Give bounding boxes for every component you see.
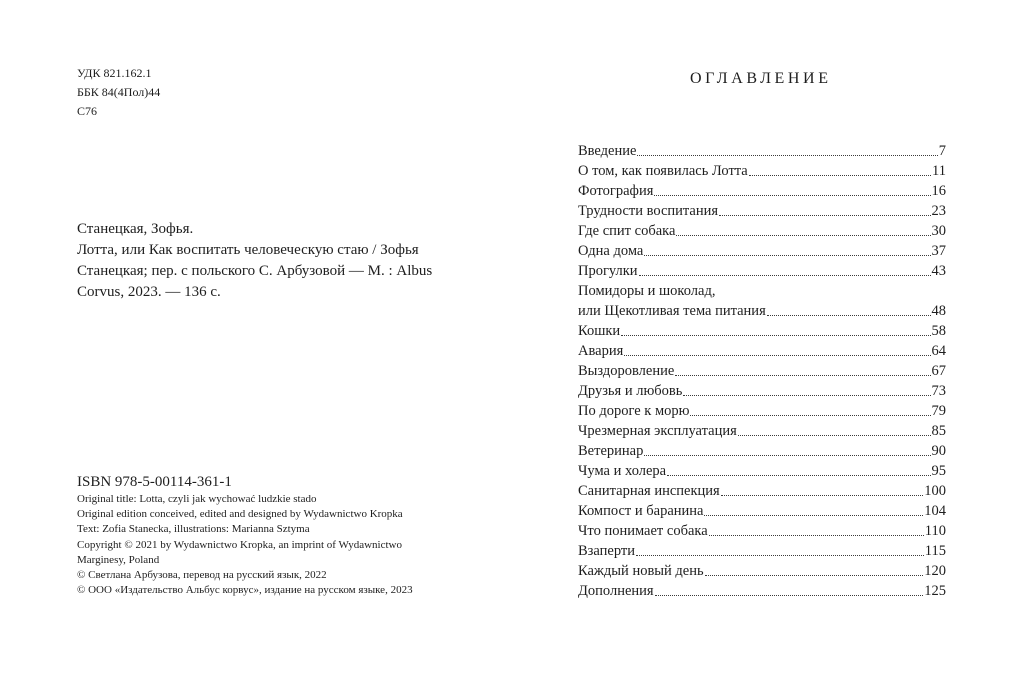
toc-entry-page: 7 xyxy=(938,143,946,159)
biblio-line: Станецкая, Зофья. xyxy=(77,221,194,237)
toc-entry-page: 43 xyxy=(931,263,946,279)
toc-entry xyxy=(578,541,946,561)
credit-line: © ООО «Издательство Альбус корвус», издание на русском языке, 2023 xyxy=(77,584,413,597)
dot-leader xyxy=(639,261,931,276)
dot-leader xyxy=(749,161,931,176)
toc-entry-page: 67 xyxy=(931,363,946,379)
toc-entry xyxy=(578,341,946,361)
toc-entry-page: 120 xyxy=(924,563,946,579)
toc-title: ОГЛАВЛЕНИЕ xyxy=(690,70,832,87)
toc-entry-page: 73 xyxy=(931,383,946,399)
toc-entry-title: Ветеринар xyxy=(578,443,644,459)
credit-line: © Светлана Арбузова, перевод на русский язык, 2022 xyxy=(77,569,327,582)
toc-entry-title: Санитарная инспекция xyxy=(578,483,720,499)
toc-entry-title: Что понимает собака xyxy=(578,523,708,539)
toc-entry xyxy=(578,201,946,221)
toc-entry-page: 30 xyxy=(931,223,946,239)
dot-leader xyxy=(704,501,923,516)
toc-entry-page: 90 xyxy=(931,443,946,459)
dot-leader xyxy=(738,421,931,436)
toc-entry-title: Друзья и любовь xyxy=(578,383,683,399)
toc-entry-title: О том, как появилась Лотта xyxy=(578,163,748,179)
dot-leader xyxy=(624,341,930,356)
toc-entry-page: 37 xyxy=(931,243,946,259)
dot-leader xyxy=(767,301,931,316)
toc-entry-page: 48 xyxy=(931,303,946,319)
toc-entry xyxy=(578,221,946,241)
toc-entry xyxy=(578,581,946,601)
toc-entry-page: 64 xyxy=(931,343,946,359)
table-of-contents xyxy=(578,141,946,601)
toc-entry xyxy=(578,361,946,381)
classification-block xyxy=(77,64,160,121)
biblio-line: Станецкая; пер. с польского С. Арбузовой — М. : Albus xyxy=(77,263,433,279)
udk-code: УДК 821.162.1 xyxy=(77,66,152,80)
toc-entry-page: 110 xyxy=(924,523,946,539)
toc-entry-title: Авария xyxy=(578,343,624,359)
toc-entry-page: 100 xyxy=(924,483,946,499)
copyright-credits xyxy=(77,492,452,598)
toc-entry-title: Каждый новый день xyxy=(578,563,704,579)
toc-entry-page: 104 xyxy=(924,503,946,519)
toc-entry-title-line: Помидоры и шоколад, xyxy=(578,283,716,299)
credit-line: Original title: Lotta, czyli jak wychować ludzkie stado xyxy=(77,493,317,505)
toc-entry-title: Кошки xyxy=(578,323,621,339)
dot-leader xyxy=(621,321,930,336)
isbn: ISBN 978-5-00114-361-1 xyxy=(77,474,232,490)
right-page xyxy=(508,0,1017,700)
dot-leader xyxy=(644,441,930,456)
author-mark: С76 xyxy=(77,104,98,118)
toc-entry-page: 85 xyxy=(931,423,946,439)
credit-line: Copyright © 2021 by Wydawnictwo Kropka, an imprint of Wydawnictwo Marginesy, Poland xyxy=(77,538,402,566)
dot-leader xyxy=(690,401,930,416)
toc-entry-title: Фотография xyxy=(578,183,654,199)
toc-entry xyxy=(578,521,946,541)
toc-entry-title: Одна дома xyxy=(578,243,644,259)
dot-leader xyxy=(676,221,930,236)
dot-leader xyxy=(675,361,930,376)
toc-entry-page: 16 xyxy=(931,183,946,199)
bbk-code: ББК 84(4Пол)44 xyxy=(77,85,161,99)
toc-entry-page: 23 xyxy=(931,203,946,219)
dot-leader xyxy=(721,481,924,496)
dot-leader xyxy=(705,561,924,576)
toc-entry-title: Трудности воспитания xyxy=(578,203,719,219)
toc-entry xyxy=(578,161,946,181)
toc-entry xyxy=(578,441,946,461)
dot-leader xyxy=(644,241,930,256)
toc-entry-page: 125 xyxy=(924,583,946,599)
toc-entry-title: Введение xyxy=(578,143,637,159)
toc-entry xyxy=(578,261,946,281)
toc-entry xyxy=(578,401,946,421)
toc-entry xyxy=(578,181,946,201)
toc-entry-title: Дополнения xyxy=(578,583,654,599)
biblio-line: Лотта, или Как воспитать человеческую стаю / Зофья xyxy=(77,242,419,258)
toc-entry xyxy=(578,561,946,581)
toc-entry xyxy=(578,501,946,521)
bibliographic-record xyxy=(77,219,447,303)
dot-leader xyxy=(636,541,924,556)
toc-entry xyxy=(578,421,946,441)
toc-entry xyxy=(578,241,946,261)
toc-entry-title: По дороге к морю xyxy=(578,403,690,419)
toc-entry xyxy=(578,301,946,321)
toc-entry xyxy=(578,381,946,401)
toc-entry-title: Где спит собака xyxy=(578,223,676,239)
toc-entry-page: 115 xyxy=(924,543,946,559)
dot-leader xyxy=(655,581,924,596)
biblio-line: Corvus, 2023. — 136 с. xyxy=(77,284,221,300)
toc-entry-title: Чрезмерная эксплуатация xyxy=(578,423,737,439)
toc-entry-page: 95 xyxy=(931,463,946,479)
toc-entry-page: 11 xyxy=(932,163,946,179)
dot-leader xyxy=(637,141,937,156)
toc-entry-title: Выздоровление xyxy=(578,363,675,379)
left-page xyxy=(0,0,508,700)
toc-entry-title: или Щекотливая тема питания xyxy=(578,303,766,319)
toc-entry-page: 58 xyxy=(931,323,946,339)
toc-entry xyxy=(578,321,946,341)
toc-entry xyxy=(578,481,946,501)
toc-entry-title: Чума и холера xyxy=(578,463,667,479)
toc-entry xyxy=(578,461,946,481)
credit-line: Original edition conceived, edited and designed by Wydawnictwo Kropka xyxy=(77,508,403,521)
toc-entry-title: Прогулки xyxy=(578,263,638,279)
dot-leader xyxy=(709,521,924,536)
credit-line: Text: Zofia Stanecka, illustrations: Marianna Sztyma xyxy=(77,523,310,536)
dot-leader xyxy=(683,381,930,396)
toc-entry-page: 79 xyxy=(931,403,946,419)
dot-leader xyxy=(667,461,930,476)
dot-leader xyxy=(719,201,930,216)
toc-entry-title: Взаперти xyxy=(578,543,635,559)
dot-leader xyxy=(654,181,930,196)
toc-entry xyxy=(578,141,946,161)
toc-entry-title: Компост и баранина xyxy=(578,503,704,519)
